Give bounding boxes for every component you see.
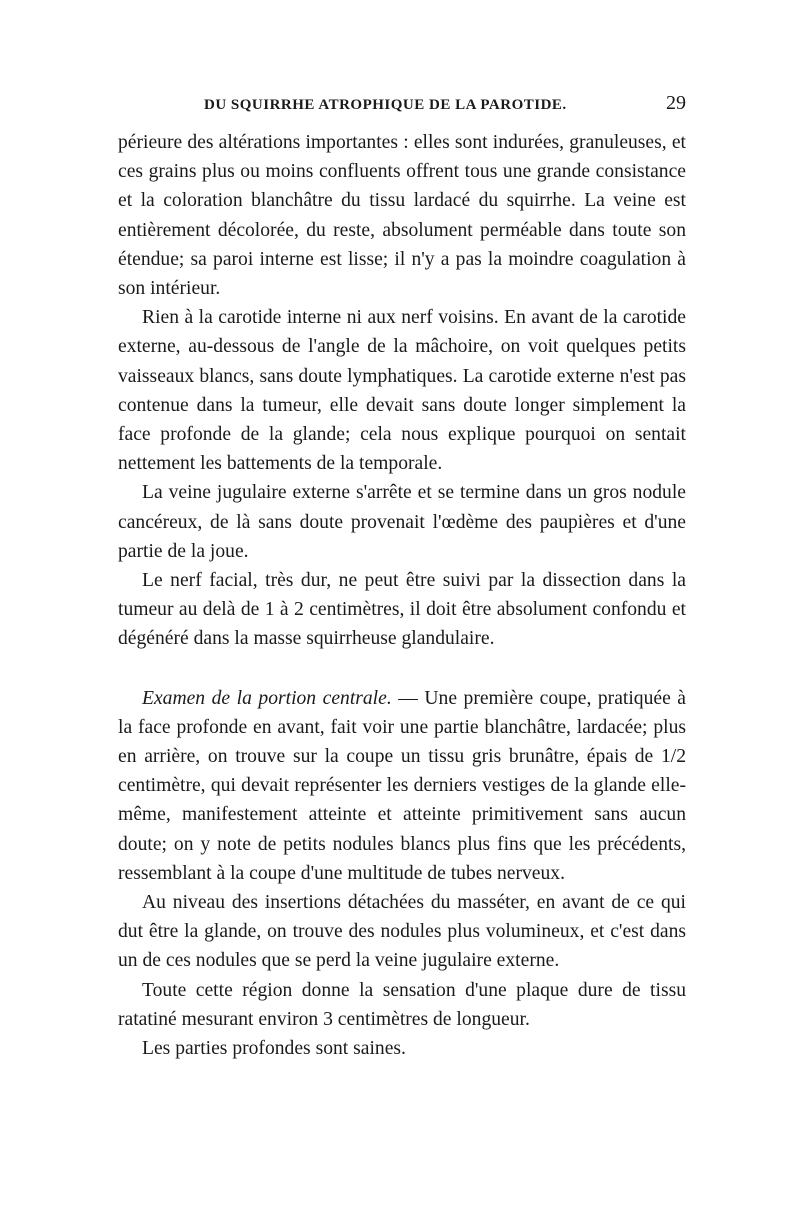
page-body bbox=[118, 128, 686, 1063]
paragraph-masseter: Au niveau des insertions détachées du masséter, en avant de ce qui dut être la glande, on trouve des nodules plus volumineux, et c'est dans un de ces nodules que se perd la veine jugulaire externe. bbox=[118, 892, 686, 972]
paragraph-carotid: Rien à la carotide interne ni aux nerf voisins. En avant de la carotide externe, au-dessous de l'angle de la mâchoire, on voit quelques petits vaisseaux blancs, sans doute lymphatiques. La carotide externe n'est pas contenue dans la tumeur, elle devait sans doute longer simplement la face profonde de la glande; cela nous explique pourquoi on sentait nettement les battements de la temporale. bbox=[118, 307, 686, 475]
paragraph-region-plaque: Toute cette région donne la sensation d'une plaque dure de tissu ratatiné mesurant environ 3 centimètres de longueur. bbox=[118, 979, 686, 1030]
paragraph-deep-parts: Les parties profondes sont saines. bbox=[142, 1038, 406, 1060]
section-lead-text: — Une première coupe, pratiquée à la face profonde en avant, fait voir une partie blanchâtre, lardacée; plus en arrière, on trouve sur la coupe un tissu gris brunâtre, épais de 1/2 centimètre, qui devait représenter les derniers vestiges de la glande elle-même, manifestement atteinte et atteinte primitivement sans aucun doute; on y note de petits nodules blancs plus fins que les précédents, ressemblant à la coupe d'une multitude de tubes nerveux. bbox=[118, 687, 686, 884]
running-header bbox=[118, 92, 686, 128]
paragraph-jugular-vein: La veine jugulaire externe s'arrête et se termine dans un gros nodule cancéreux, de là sans doute provenait l'œdème des paupières et d'une partie de la joue. bbox=[118, 482, 686, 562]
section-heading-italic: Examen de la portion centrale. bbox=[142, 687, 392, 709]
paragraph-facial-nerve: Le nerf facial, très dur, ne peut être suivi par la dissection dans la tumeur au delà de 1 à 2 centimètres, il doit être absolument confondu et dégénéré dans la masse squirrheuse glandulaire. bbox=[118, 570, 686, 650]
book-page bbox=[118, 92, 686, 1063]
running-title: DU SQUIRRHE ATROPHIQUE DE LA PAROTIDE. bbox=[204, 97, 567, 113]
page-number: 29 bbox=[666, 92, 686, 114]
paragraph-central-exam bbox=[118, 684, 686, 888]
section-spacer bbox=[118, 654, 686, 684]
paragraph-continued: périeure des altérations importantes : elles sont indurées, granuleuses, et ces grains plus ou moins confluents offrent tous une grande consistance et la coloration blanchâtre du tissu lardacé du squirrhe. La veine est entièrement décolorée, du reste, absolument perméable dans toute son étendue; sa paroi interne est lisse; il n'y a pas la moindre coagulation à son intérieur. bbox=[118, 132, 686, 300]
